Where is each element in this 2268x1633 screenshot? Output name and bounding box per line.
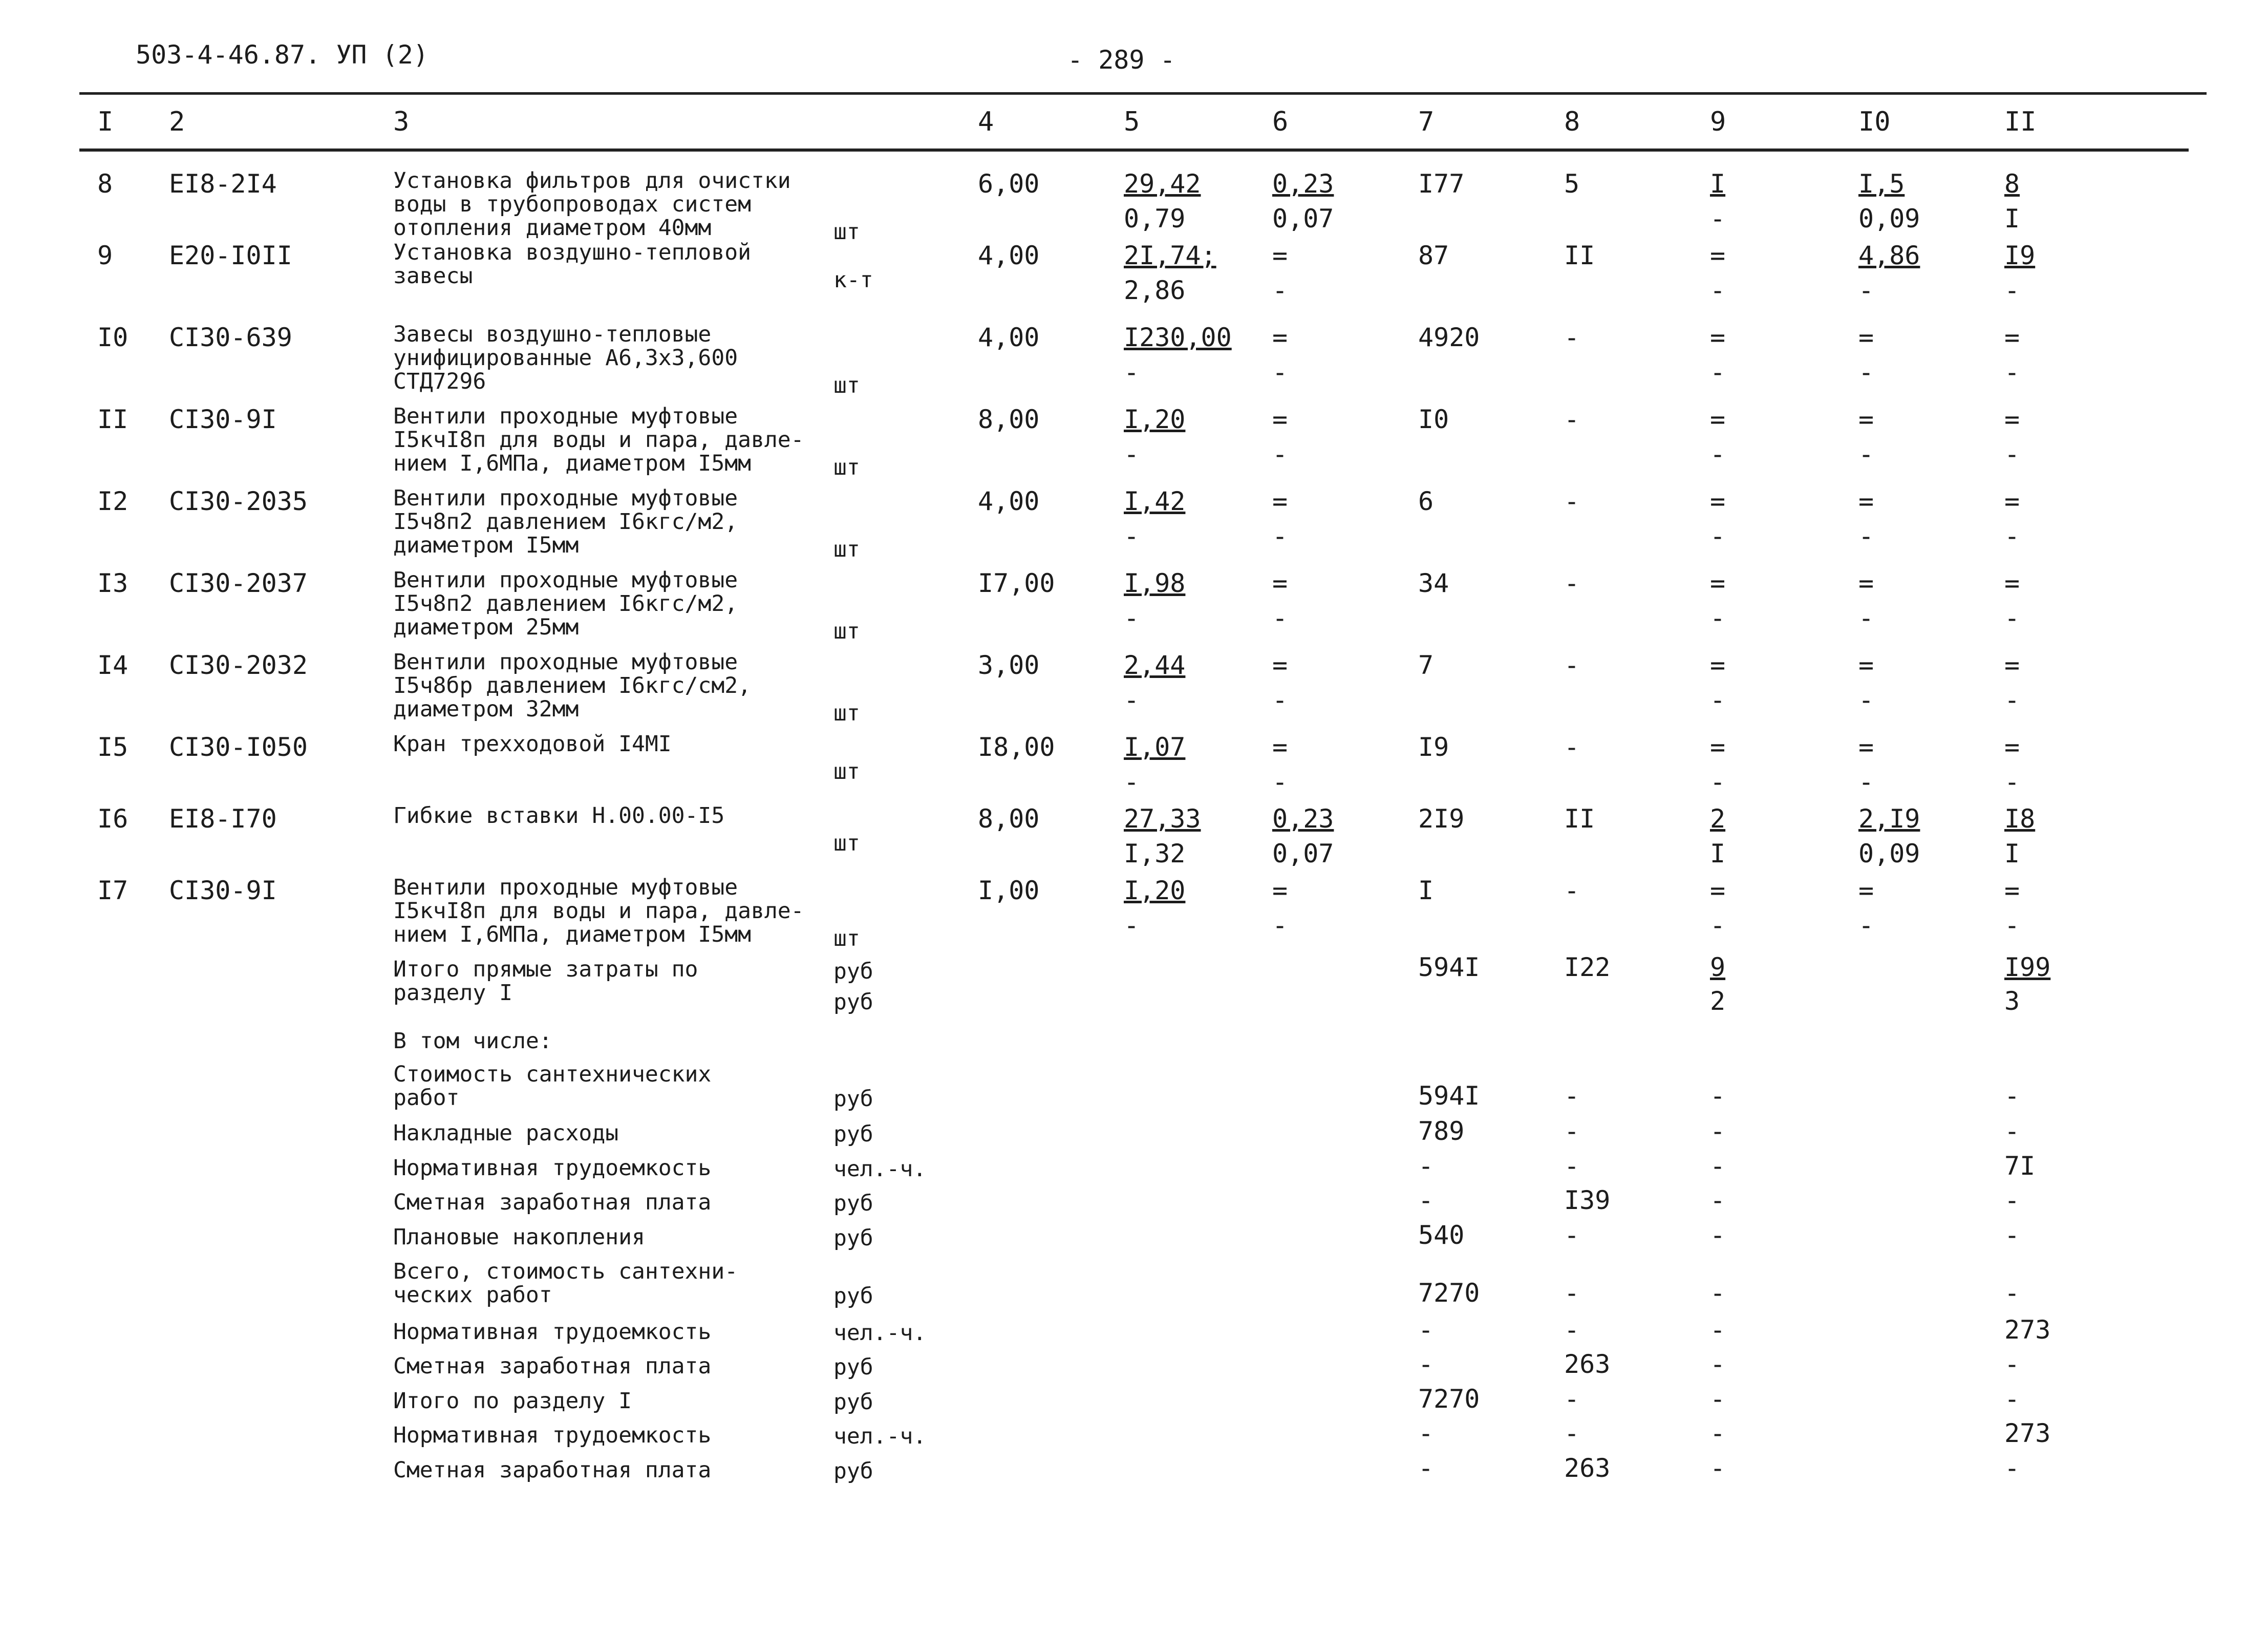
description-line: Вентили проходные муфтовые (393, 875, 738, 900)
col5-wage-value: - (1124, 767, 1140, 797)
summary-label: Итого по разделу I (393, 1388, 632, 1414)
col9-total-value: = (1710, 405, 1726, 434)
col10-total-value: 4,86 (1858, 241, 1920, 270)
col7-cost-value: I77 (1418, 169, 1465, 199)
unit-of-measure: чел.-ч. (833, 1156, 927, 1182)
col10-wage-value: - (1858, 357, 1874, 387)
column-header-3: 3 (393, 107, 410, 137)
row-number: I3 (97, 568, 129, 598)
row-number: 9 (97, 241, 113, 270)
unit-of-measure: руб (833, 1283, 873, 1309)
description-line: СТД7296 (393, 369, 486, 394)
summary-col8: - (1564, 1220, 1580, 1250)
description-line: I5кчI8п для воды и пара, давле- (393, 427, 804, 453)
col9-wage-value: - (1710, 357, 1726, 387)
col11-wage-value: I (2004, 204, 2020, 234)
work-description (393, 732, 854, 756)
summary-col7: - (1418, 1185, 1434, 1215)
summary-col8: I39 (1564, 1185, 1611, 1215)
col11-total-value: = (2004, 323, 2020, 352)
col9-wage-value: I (1710, 839, 1726, 868)
summary-col7: - (1418, 1418, 1434, 1448)
summary-col9: - (1710, 1185, 1726, 1215)
summary-col8: - (1564, 1116, 1580, 1146)
row-number: I6 (97, 804, 129, 834)
col7-cost-value: 2I9 (1418, 804, 1465, 834)
col10-total-value: = (1858, 876, 1874, 905)
column-header-9: 9 (1710, 107, 1726, 137)
col5-total-value: I230,00 (1124, 323, 1232, 352)
summary-col11: - (2004, 1081, 2020, 1111)
col6-wage-value: - (1272, 685, 1288, 715)
quantity: I8,00 (978, 732, 1055, 762)
summary-col7: 789 (1418, 1116, 1465, 1146)
col11-wage-value: - (2004, 275, 2020, 305)
col10-wage-value: - (1858, 275, 1874, 305)
unit-of-measure: руб (833, 1191, 873, 1216)
quantity: 6,00 (978, 169, 1040, 199)
col5-wage-value: - (1124, 685, 1140, 715)
col6-total-value: = (1272, 876, 1288, 905)
summary-col11: 7I (2004, 1151, 2036, 1181)
col6-wage-value: - (1272, 910, 1288, 940)
summary-col11: 273 (2004, 1418, 2051, 1448)
col6-total-value: = (1272, 486, 1288, 516)
total-direct-col11: I99 (2004, 952, 2051, 982)
description-line: Вентили проходные муфтовые (393, 567, 738, 593)
rate-code: EI8-2I4 (169, 169, 277, 199)
description-line: Завесы воздушно-тепловые (393, 322, 712, 347)
unit-of-measure: шт (833, 701, 860, 726)
summary-col11: - (2004, 1384, 2020, 1414)
total-direct-label: разделу I (393, 980, 512, 1006)
unit-of-measure: шт (833, 926, 860, 951)
col6-total-value: 0,23 (1272, 804, 1334, 834)
col5-wage-value: - (1124, 357, 1140, 387)
unit-of-measure: шт (833, 219, 860, 245)
col8-value: - (1564, 568, 1580, 598)
description-line: отопления диаметром 40мм (393, 215, 712, 241)
col7-cost-value: 7 (1418, 650, 1434, 680)
unit-of-measure: шт (833, 373, 860, 398)
col6-wage-value: 0,07 (1272, 839, 1334, 868)
unit-of-measure: руб (833, 1121, 873, 1147)
rate-code: EI8-I70 (169, 804, 277, 834)
col11-total-value: 8 (2004, 169, 2020, 199)
column-header-7: 7 (1418, 107, 1435, 137)
col5-wage-value: - (1124, 521, 1140, 551)
description-line: нием I,6МПа, диаметром I5мм (393, 451, 751, 476)
col11-total-value: I9 (2004, 241, 2036, 270)
col5-wage-value: I,32 (1124, 839, 1186, 868)
col11-wage-value: - (2004, 357, 2020, 387)
rate-code: CI30-I050 (169, 732, 308, 762)
page-number: - 289 - (1067, 45, 1175, 75)
col10-total-value: = (1858, 323, 1874, 352)
description-line: Вентили проходные муфтовые (393, 485, 738, 511)
row-number: I4 (97, 650, 129, 680)
quantity: I7,00 (978, 568, 1055, 598)
unit-of-measure: чел.-ч. (833, 1320, 927, 1346)
unit-of-measure: шт (833, 455, 860, 480)
col5-total-value: 29,42 (1124, 169, 1201, 199)
quantity: 8,00 (978, 405, 1040, 434)
column-header-8: 8 (1564, 107, 1580, 137)
summary-col9: - (1710, 1220, 1726, 1250)
col9-wage-value: - (1710, 275, 1726, 305)
col5-total-value: I,20 (1124, 876, 1186, 905)
work-description (393, 169, 854, 240)
col9-wage-value: - (1710, 603, 1726, 633)
total-direct-col8: I22 (1564, 952, 1611, 982)
summary-col8: 263 (1564, 1349, 1611, 1379)
quantity: 3,00 (978, 650, 1040, 680)
unit-of-measure: руб (833, 1086, 873, 1112)
quantity: I,00 (978, 876, 1040, 905)
col9-wage-value: - (1710, 521, 1726, 551)
column-header-1: I (97, 107, 114, 137)
summary-col9: - (1710, 1151, 1726, 1181)
col11-total-value: = (2004, 486, 2020, 516)
summary-col11: - (2004, 1220, 2020, 1250)
col6-total-value: = (1272, 732, 1288, 762)
header-top-rule (79, 92, 2207, 95)
unit-of-measure: шт (833, 831, 860, 856)
summary-col11: - (2004, 1349, 2020, 1379)
col5-total-value: 2I,74; (1124, 241, 1216, 270)
summary-col9: - (1710, 1116, 1726, 1146)
col10-total-value: = (1858, 405, 1874, 434)
row-number: I2 (97, 486, 129, 516)
col6-total-value: 0,23 (1272, 169, 1334, 199)
row-number: I5 (97, 732, 129, 762)
unit-of-measure: шт (833, 537, 860, 562)
description-line: диаметром I5мм (393, 533, 579, 558)
total-direct-col11-wage: 3 (2004, 986, 2020, 1016)
header-bottom-rule (79, 149, 2189, 152)
summary-label: Сметная заработная плата (393, 1353, 712, 1379)
col5-total-value: I,98 (1124, 568, 1186, 598)
col7-cost-value: I0 (1418, 405, 1449, 434)
col11-total-value: = (2004, 568, 2020, 598)
rate-code: CI30-639 (169, 323, 292, 352)
col10-wage-value: 0,09 (1858, 839, 1920, 868)
col8-value: II (1564, 804, 1595, 834)
description-line: диаметром 25мм (393, 614, 579, 640)
col8-value: - (1564, 876, 1580, 905)
col9-total-value: I (1710, 169, 1726, 199)
document-code: 503-4-46.87. УП (2) (136, 40, 429, 70)
col6-wage-value: - (1272, 439, 1288, 469)
col10-wage-value: - (1858, 439, 1874, 469)
row-number: I7 (97, 876, 129, 905)
col11-wage-value: I (2004, 839, 2020, 868)
work-description (393, 486, 854, 557)
column-header-10: I0 (1858, 107, 1891, 137)
col9-wage-value: - (1710, 767, 1726, 797)
summary-label: Плановые накопления (393, 1224, 645, 1250)
row-number: II (97, 405, 129, 434)
col10-total-value: = (1858, 732, 1874, 762)
description-line: завесы (393, 263, 473, 289)
col9-total-value: = (1710, 876, 1726, 905)
col8-value: - (1564, 486, 1580, 516)
column-header-6: 6 (1272, 107, 1289, 137)
col5-total-value: I,07 (1124, 732, 1186, 762)
quantity: 4,00 (978, 241, 1040, 270)
description-line: I5кчI8п для воды и пара, давле- (393, 898, 804, 924)
summary-label: Всего, стоимость сантехни- (393, 1259, 738, 1284)
unit-of-measure: чел.-ч. (833, 1424, 927, 1449)
summary-col9: - (1710, 1081, 1726, 1111)
col9-wage-value: - (1710, 685, 1726, 715)
summary-col8: - (1564, 1315, 1580, 1345)
row-number: 8 (97, 169, 113, 199)
description-line: нием I,6МПа, диаметром I5мм (393, 922, 751, 947)
col6-total-value: = (1272, 650, 1288, 680)
col7-cost-value: 6 (1418, 486, 1434, 516)
summary-col7: 7270 (1418, 1278, 1480, 1308)
col11-total-value: = (2004, 732, 2020, 762)
description-line: Вентили проходные муфтовые (393, 649, 738, 675)
col7-cost-value: 4920 (1418, 323, 1480, 352)
work-description (393, 876, 854, 946)
col11-wage-value: - (2004, 685, 2020, 715)
summary-label: Нормативная трудоемкость (393, 1319, 712, 1345)
col11-wage-value: - (2004, 439, 2020, 469)
summary-label: ческих работ (393, 1282, 552, 1308)
summary-col7: 540 (1418, 1220, 1465, 1250)
col5-total-value: 27,33 (1124, 804, 1201, 834)
description-line: I5ч8бр давлением I6кгс/см2, (393, 673, 751, 698)
col9-total-value: = (1710, 486, 1726, 516)
description-line: I5ч8п2 давлением I6кгс/м2, (393, 591, 738, 617)
col5-total-value: 2,44 (1124, 650, 1186, 680)
description-line: Кран трехходовой I4МI (393, 731, 672, 757)
col9-total-value: 2 (1710, 804, 1726, 834)
col10-total-value: = (1858, 650, 1874, 680)
col11-wage-value: - (2004, 603, 2020, 633)
quantity: 4,00 (978, 323, 1040, 352)
col10-total-value: = (1858, 486, 1874, 516)
rate-code: E20-I0II (169, 241, 292, 270)
col11-wage-value: - (2004, 767, 2020, 797)
col8-value: - (1564, 650, 1580, 680)
col8-value: - (1564, 732, 1580, 762)
col10-total-value: 2,I9 (1858, 804, 1920, 834)
col10-wage-value: 0,09 (1858, 204, 1920, 234)
summary-col9: - (1710, 1349, 1726, 1379)
col5-total-value: I,20 (1124, 405, 1186, 434)
summary-col9: - (1710, 1453, 1726, 1483)
summary-col8: - (1564, 1418, 1580, 1448)
col5-wage-value: 2,86 (1124, 275, 1186, 305)
col5-wage-value: - (1124, 603, 1140, 633)
rate-code: CI30-9I (169, 405, 277, 434)
col5-wage-value: - (1124, 910, 1140, 940)
col10-total-value: I,5 (1858, 169, 1905, 199)
description-line: диаметром 32мм (393, 696, 579, 722)
summary-col11: - (2004, 1453, 2020, 1483)
col9-total-value: = (1710, 241, 1726, 270)
unit-of-measure: руб (833, 1354, 873, 1380)
summary-col9: - (1710, 1278, 1726, 1308)
col6-total-value: = (1272, 568, 1288, 598)
rate-code: CI30-2037 (169, 568, 308, 598)
description-line: Вентили проходные муфтовые (393, 404, 738, 429)
col9-total-value: = (1710, 732, 1726, 762)
unit-of-measure: руб (833, 959, 873, 984)
col10-wage-value: - (1858, 685, 1874, 715)
col9-wage-value: - (1710, 439, 1726, 469)
col6-wage-value: - (1272, 357, 1288, 387)
col10-wage-value: - (1858, 521, 1874, 551)
summary-label: Накладные расходы (393, 1120, 619, 1146)
summary-col7: - (1418, 1315, 1434, 1345)
col6-total-value: = (1272, 323, 1288, 352)
row-number: I0 (97, 323, 129, 352)
col11-wage-value: - (2004, 521, 2020, 551)
summary-label: Сметная заработная плата (393, 1457, 712, 1483)
summary-col8: - (1564, 1384, 1580, 1414)
col10-total-value: = (1858, 568, 1874, 598)
summary-label: Стоимость сантехнических (393, 1062, 712, 1087)
col9-wage-value: - (1710, 910, 1726, 940)
summary-col11: - (2004, 1278, 2020, 1308)
col7-cost-value: 34 (1418, 568, 1449, 598)
column-header-5: 5 (1124, 107, 1140, 137)
col5-wage-value: 0,79 (1124, 204, 1186, 234)
col6-wage-value: - (1272, 603, 1288, 633)
col5-total-value: I,42 (1124, 486, 1186, 516)
column-header-2: 2 (169, 107, 185, 137)
col7-cost-value: I9 (1418, 732, 1449, 762)
summary-col11: - (2004, 1185, 2020, 1215)
including-label: В том числе: (393, 1028, 552, 1054)
summary-col8: - (1564, 1278, 1580, 1308)
summary-label: Нормативная трудоемкость (393, 1155, 712, 1181)
col10-wage-value: - (1858, 767, 1874, 797)
work-description (393, 241, 854, 288)
work-description (393, 405, 854, 475)
unit-of-measure: руб (833, 1458, 873, 1484)
col11-wage-value: - (2004, 910, 2020, 940)
summary-col9: - (1710, 1384, 1726, 1414)
col9-total-value: = (1710, 568, 1726, 598)
unit-of-measure: руб (833, 1225, 873, 1251)
col10-wage-value: - (1858, 910, 1874, 940)
summary-col9: - (1710, 1315, 1726, 1345)
summary-col7: 594I (1418, 1081, 1480, 1111)
col5-wage-value: - (1124, 439, 1140, 469)
unit-of-measure: руб (833, 989, 873, 1015)
summary-col11: - (2004, 1116, 2020, 1146)
unit-of-measure: шт (833, 619, 860, 644)
summary-label: Сметная заработная плата (393, 1190, 712, 1215)
col8-value: 5 (1564, 169, 1580, 199)
summary-col8: 263 (1564, 1453, 1611, 1483)
col6-wage-value: 0,07 (1272, 204, 1334, 234)
col11-total-value: = (2004, 650, 2020, 680)
col7-cost-value: 87 (1418, 241, 1449, 270)
work-description (393, 323, 854, 393)
quantity: 4,00 (978, 486, 1040, 516)
summary-col8: - (1564, 1151, 1580, 1181)
summary-label: Нормативная трудоемкость (393, 1423, 712, 1448)
summary-col9: - (1710, 1418, 1726, 1448)
summary-col7: - (1418, 1349, 1434, 1379)
description-line: Гибкие вставки Н.00.00-I5 (393, 803, 725, 829)
description-line: воды в трубопроводах систем (393, 192, 751, 217)
work-description (393, 568, 854, 639)
summary-col8: - (1564, 1081, 1580, 1111)
col8-value: - (1564, 405, 1580, 434)
summary-col7: - (1418, 1151, 1434, 1181)
unit-of-measure: руб (833, 1389, 873, 1415)
col11-total-value: I8 (2004, 804, 2036, 834)
total-direct-col9: 9 (1710, 952, 1726, 982)
total-direct-col7: 594I (1418, 952, 1480, 982)
summary-col11: 273 (2004, 1315, 2051, 1345)
rate-code: CI30-9I (169, 876, 277, 905)
col6-total-value: = (1272, 405, 1288, 434)
column-header-4: 4 (978, 107, 994, 137)
col6-wage-value: - (1272, 521, 1288, 551)
col9-total-value: = (1710, 323, 1726, 352)
col8-value: II (1564, 241, 1595, 270)
unit-of-measure: к-т (833, 267, 873, 293)
description-line: I5ч8п2 давлением I6кгс/м2, (393, 509, 738, 535)
col9-total-value: = (1710, 650, 1726, 680)
description-line: унифицированные А6,3х3,600 (393, 345, 738, 371)
rate-code: CI30-2035 (169, 486, 308, 516)
work-description (393, 650, 854, 721)
column-header-11: II (2004, 107, 2037, 137)
col6-wage-value: - (1272, 275, 1288, 305)
col10-wage-value: - (1858, 603, 1874, 633)
col11-total-value: = (2004, 405, 2020, 434)
col11-total-value: = (2004, 876, 2020, 905)
total-direct-label: Итого прямые затраты по (393, 957, 698, 982)
description-line: Установка фильтров для очистки (393, 168, 791, 194)
col6-wage-value: - (1272, 767, 1288, 797)
description-line: Установка воздушно-тепловой (393, 240, 751, 265)
summary-label: работ (393, 1085, 460, 1111)
summary-col7: - (1418, 1453, 1434, 1483)
quantity: 8,00 (978, 804, 1040, 834)
col6-total-value: = (1272, 241, 1288, 270)
unit-of-measure: шт (833, 759, 860, 784)
summary-col7: 7270 (1418, 1384, 1480, 1414)
col8-value: - (1564, 323, 1580, 352)
rate-code: CI30-2032 (169, 650, 308, 680)
total-direct-col9-wage: 2 (1710, 986, 1726, 1016)
col9-wage-value: - (1710, 204, 1726, 234)
work-description (393, 804, 854, 828)
col7-cost-value: I (1418, 876, 1434, 905)
